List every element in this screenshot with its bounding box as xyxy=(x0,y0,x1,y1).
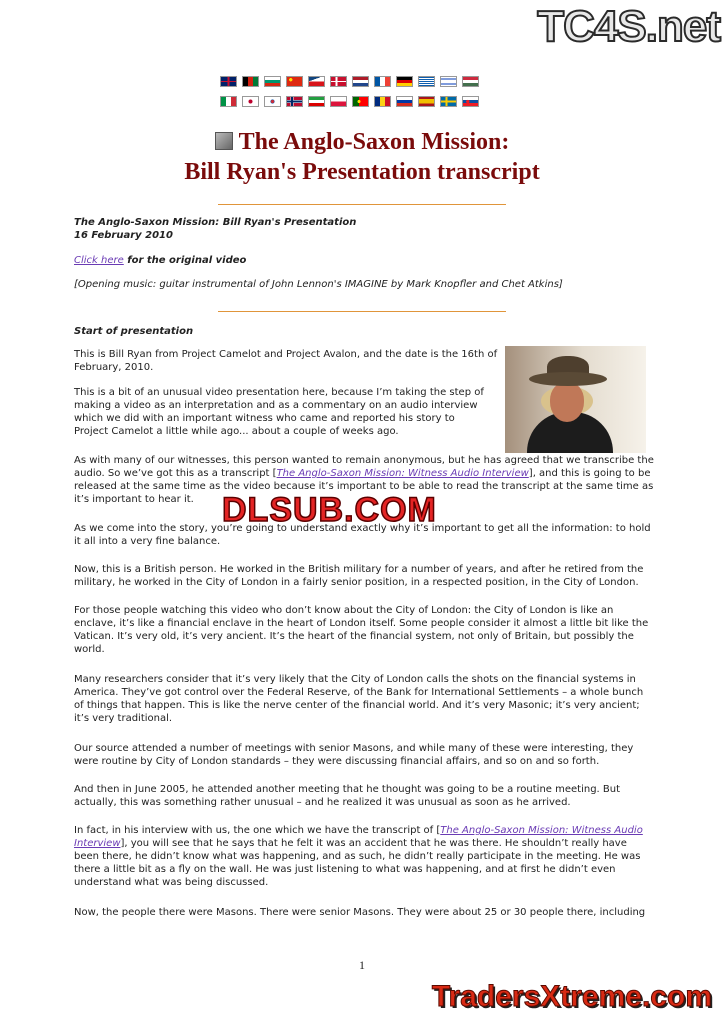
netherlands-flag[interactable] xyxy=(352,76,369,87)
paragraph-9: And then in June 2005, he attended another meeting that he thought was going to be a routine meeting. But actually, this was something rather unusual – and he realized it was unusual as soon as he arrived. xyxy=(74,784,621,808)
paragraph-3: As with many of our witnesses, this person wanted to remain anonymous, but he has agreed that we transcribe the audio. So we’ve got this as a transcript [The Anglo-Saxon Mission: Witness Audio Interview], and this is going to be released at the same time as the video because it’s important to be able to read the transcript at the same time as it’s important to hear it. xyxy=(74,455,654,505)
paragraph-2: This is a bit of an unusual video presentation here, because I’m taking the step of making a video as an interpretation and as a commentary on an audio interview which we did with an important witness who came and reported his story to Project Camelot a little while ago... about a couple of weeks ago. xyxy=(74,387,484,437)
united-kingdom-flag[interactable] xyxy=(220,76,237,87)
paragraph-4: As we come into the story, you’re going to understand exactly why it’s important to get all the information: to hold it all into a very fine balance. xyxy=(74,523,651,547)
witness-interview-link-2[interactable]: The Anglo-Saxon Mission: Witness Audio Interview xyxy=(74,825,643,849)
click-here-line xyxy=(74,254,654,267)
paragraph-8: Our source attended a number of meetings with senior Masons, and while many of these were interesting, they were routine by City of London standards – they were discussing financial affairs, and so on and so forth. xyxy=(74,743,634,767)
bill-ryan-photo xyxy=(505,346,646,453)
italy-flag[interactable] xyxy=(220,96,237,107)
divider-middle xyxy=(218,311,506,312)
norway-flag[interactable] xyxy=(286,96,303,107)
slovakia-flag[interactable] xyxy=(462,96,479,107)
spain-flag[interactable] xyxy=(418,96,435,107)
france-flag[interactable] xyxy=(374,76,391,87)
divider-top xyxy=(218,204,506,205)
section-heading: Start of presentation xyxy=(74,326,194,337)
paragraph-7: Many researchers consider that it’s very likely that the City of London calls the shots on the financial systems in America. They’ve got control over the Federal Reserve, of the Bank for International Settlements – a whole bunch of things that happen. This is like the nerve center of the financial world. And it’s very Masonic; it’s very ancient; it’s very traditional. xyxy=(74,674,644,724)
israel-flag[interactable] xyxy=(440,76,457,87)
camelot-icon xyxy=(215,132,233,150)
paragraph-10: In fact, in his interview with us, the one which we have the transcript of [The Anglo-Saxon Mission: Witness Audio Interview], you will see that he says that he felt it was an accident that he was there. He shouldn’t really have been there, he didn’t know what was happening, and as such, he didn’t really participate in the meeting. He was there a little bit as a fly on the wall. He was just listening to what was happening, and at first he didn’t even understand what was being discussed. xyxy=(74,825,643,888)
page-number: 1 xyxy=(359,958,365,972)
sweden-flag[interactable] xyxy=(440,96,457,107)
flag-row-1 xyxy=(220,76,510,87)
south-korea-flag[interactable] xyxy=(264,96,281,107)
romania-flag[interactable] xyxy=(374,96,391,107)
bulgaria-flag[interactable] xyxy=(264,76,281,87)
paragraph-1: This is Bill Ryan from Project Camelot and Project Avalon, and the date is the 16th of February, 2010. xyxy=(74,349,498,373)
paragraph-6: For those people watching this video who don’t know about the City of London: the City of London is like an enclave, it’s like a financial enclave in the heart of London itself. Some people consider it almost a little bit like the Vatican. It’s very old, it’s very ancient. It’s the heart of the financial system, not only of Britain, but possibly the world. xyxy=(74,605,649,655)
afghanistan-flag[interactable] xyxy=(242,76,259,87)
poland-flag[interactable] xyxy=(330,96,347,107)
iran-flag[interactable] xyxy=(308,96,325,107)
title-line-1: The Anglo-Saxon Mission: xyxy=(238,129,510,155)
click-here-rest: for the original video xyxy=(123,255,247,266)
page-title xyxy=(0,127,724,187)
greece-flag[interactable] xyxy=(418,76,435,87)
title-line-2: Bill Ryan's Presentation transcript xyxy=(184,159,540,185)
witness-interview-link-1[interactable]: The Anglo-Saxon Mission: Witness Audio Interview xyxy=(276,468,529,479)
paragraph-5: Now, this is a British person. He worked in the British military for a number of years, and after he retired from the military, he worked in the City of London in a fairly senior position, in a respected position, in the City of London. xyxy=(74,564,644,588)
czech-flag[interactable] xyxy=(308,76,325,87)
date: 16 February 2010 xyxy=(74,230,173,241)
dlsub-watermark: DLSUB.COM xyxy=(222,491,437,529)
hungary-flag[interactable] xyxy=(462,76,479,87)
subtitle: The Anglo-Saxon Mission: Bill Ryan's Presentation xyxy=(74,217,357,228)
japan-flag[interactable] xyxy=(242,96,259,107)
china-flag[interactable] xyxy=(286,76,303,87)
denmark-flag[interactable] xyxy=(330,76,347,87)
paragraph-11: Now, the people there were Masons. There were senior Masons. They were about 25 or 30 people there, including xyxy=(74,907,646,918)
language-flags xyxy=(220,76,510,116)
russia-flag[interactable] xyxy=(396,96,413,107)
opening-music: [Opening music: guitar instrumental of John Lennon's IMAGINE by Mark Knopfler and Chet Atkins] xyxy=(74,279,563,290)
tc4s-watermark: TC4S.net xyxy=(537,2,720,51)
header-block xyxy=(74,216,654,242)
portugal-flag[interactable] xyxy=(352,96,369,107)
tradersxtreme-watermark: TradersXtreme.com xyxy=(431,980,712,1013)
germany-flag[interactable] xyxy=(396,76,413,87)
click-here-link[interactable]: Click here xyxy=(74,255,124,266)
flag-row-2 xyxy=(220,96,510,107)
